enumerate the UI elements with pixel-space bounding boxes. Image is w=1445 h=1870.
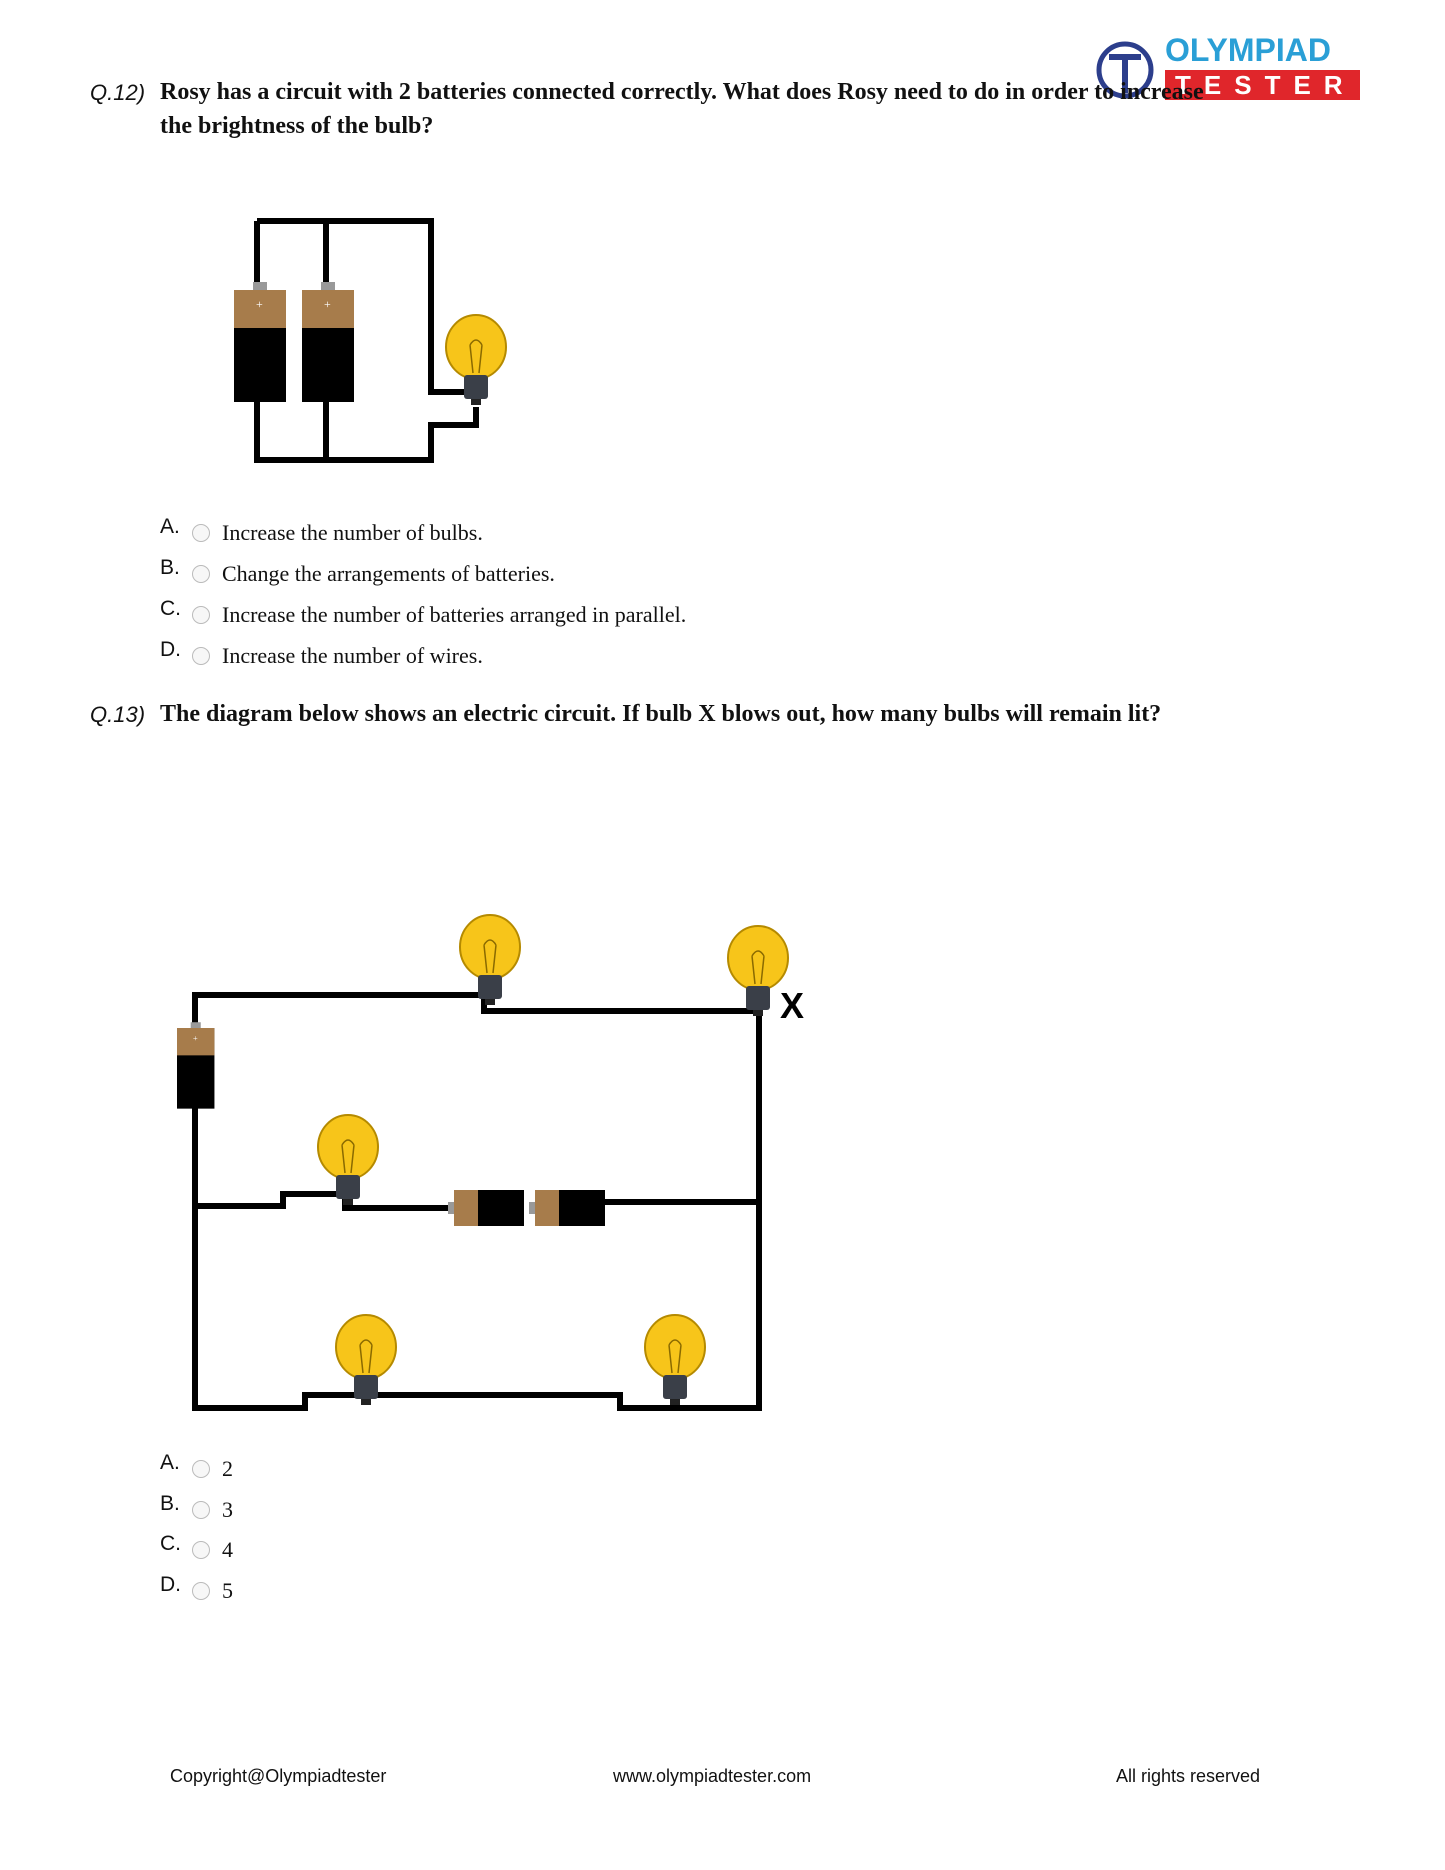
- q12-number: Q.12): [90, 80, 146, 105]
- footer-copyright: Copyright@Olympiadtester: [170, 1766, 387, 1786]
- radio-button[interactable]: [192, 1501, 210, 1519]
- logo-tester: TESTER: [1165, 70, 1360, 100]
- q12-circuit-diagram: [234, 221, 506, 460]
- radio-button[interactable]: [192, 524, 210, 542]
- q12-option-b[interactable]: [160, 556, 555, 587]
- footer-website: www.olympiadtester.com: [613, 1766, 812, 1786]
- option-text: 4: [222, 1537, 233, 1562]
- option-letter: C.: [160, 597, 181, 620]
- q13-option-a[interactable]: [160, 1451, 233, 1482]
- q13-option-d[interactable]: [160, 1573, 233, 1604]
- radio-button[interactable]: [192, 565, 210, 583]
- option-text: 2: [222, 1456, 233, 1481]
- q13-number: Q.13): [90, 702, 146, 727]
- option-letter: D.: [160, 1573, 181, 1596]
- option-letter: B.: [160, 556, 180, 579]
- q13-text: The diagram below shows an electric circuit. If bulb X blows out, how many bulbs will remain lit?: [160, 701, 1162, 727]
- circuit-diagrams: + X: [0, 0, 1445, 1870]
- option-letter: D.: [160, 638, 181, 661]
- option-text: Increase the number of bulbs.: [222, 520, 483, 545]
- q13-option-c[interactable]: [160, 1532, 233, 1563]
- q13-circuit-diagram: [177, 915, 788, 1408]
- option-letter: A.: [160, 1451, 180, 1474]
- option-text: 5: [222, 1578, 233, 1603]
- radio-button[interactable]: [192, 1582, 210, 1600]
- radio-button[interactable]: [192, 1541, 210, 1559]
- footer-rights: All rights reserved: [1116, 1766, 1261, 1786]
- option-text: Change the arrangements of batteries.: [222, 561, 555, 586]
- logo-olympiad: OLYMPIAD: [1165, 32, 1331, 68]
- option-text: Increase the number of wires.: [222, 643, 483, 668]
- option-text: Increase the number of batteries arranged in parallel.: [222, 602, 687, 627]
- option-letter: B.: [160, 1492, 180, 1515]
- q12-option-d[interactable]: [160, 638, 483, 669]
- bulb-x-label: X: [780, 985, 805, 1026]
- radio-button[interactable]: [192, 647, 210, 665]
- q12-text: Rosy has a circuit with 2 batteries connected correctly. What does Rosy need to do in order to increase the brightness of the bulb?: [160, 79, 1204, 139]
- q13-option-b[interactable]: [160, 1492, 233, 1523]
- radio-button[interactable]: [192, 606, 210, 624]
- option-text: 3: [222, 1497, 233, 1522]
- q12-option-c[interactable]: [160, 597, 687, 628]
- option-letter: A.: [160, 515, 180, 538]
- q12-option-a[interactable]: [160, 515, 483, 546]
- radio-button[interactable]: [192, 1460, 210, 1478]
- option-letter: C.: [160, 1532, 181, 1555]
